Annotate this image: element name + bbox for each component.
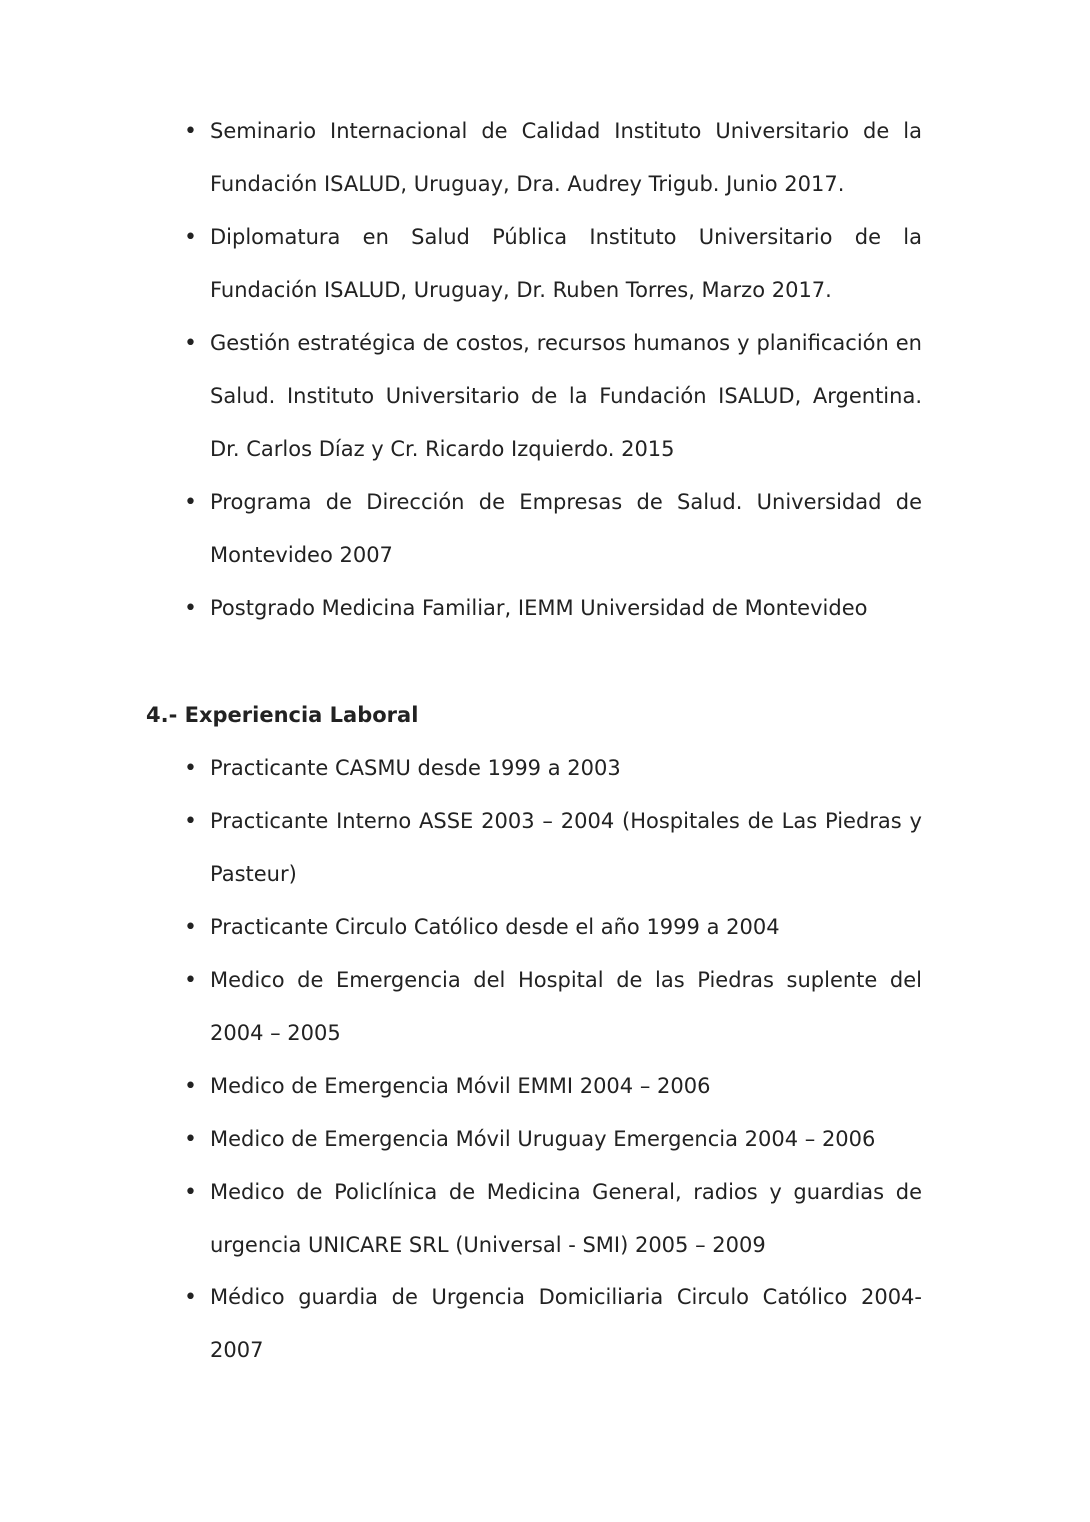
list-item <box>186 1271 922 1377</box>
bullet-icon: • <box>184 968 197 993</box>
list-item <box>186 1113 922 1166</box>
list-item <box>186 211 922 317</box>
list-item <box>186 317 922 476</box>
list-item-text: Medico de Emergencia Móvil Uruguay Emergencia 2004 – 2006 <box>210 1127 876 1151</box>
bullet-icon: • <box>184 1180 197 1205</box>
list-item <box>186 1060 922 1113</box>
list-item-text: Medico de Policlínica de Medicina General, radios y guardias de urgencia UNICARE SRL (Universal - SMI) 2005 – 2009 <box>210 1180 922 1257</box>
list-item <box>186 476 922 582</box>
bullet-icon: • <box>184 1074 197 1099</box>
list-item <box>186 901 922 954</box>
list-item-text: Programa de Dirección de Empresas de Salud. Universidad de Montevideo 2007 <box>210 490 922 567</box>
list-item-text: Practicante CASMU desde 1999 a 2003 <box>210 756 621 780</box>
list-item-text: Medico de Emergencia Móvil EMMI 2004 – 2006 <box>210 1074 711 1098</box>
bullet-icon: • <box>184 809 197 834</box>
bullet-icon: • <box>184 915 197 940</box>
list-item-text: Practicante Circulo Católico desde el año 1999 a 2004 <box>210 915 780 939</box>
list-item <box>186 105 922 211</box>
list-item <box>186 1166 922 1272</box>
list-item-text: Gestión estratégica de costos, recursos humanos y planificación en Salud. Instituto Universitario de la Fundación ISALUD, Argentina. Dr. Carlos Díaz y Cr. Ricardo Izquierdo. 2015 <box>210 331 922 461</box>
list-item-text: Practicante Interno ASSE 2003 – 2004 (Hospitales de Las Piedras y Pasteur) <box>210 809 922 886</box>
list-item-text: Postgrado Medicina Familiar, IEMM Universidad de Montevideo <box>210 596 868 620</box>
list-item-text: Diplomatura en Salud Pública Instituto Universitario de la Fundación ISALUD, Uruguay, Dr. Ruben Torres, Marzo 2017. <box>210 225 922 302</box>
list-item <box>186 742 922 795</box>
bullet-icon: • <box>184 1127 197 1152</box>
bullet-icon: • <box>184 331 197 356</box>
list-item <box>186 582 922 635</box>
bullet-icon: • <box>184 119 197 144</box>
list-item-text: Médico guardia de Urgencia Domiciliaria Circulo Católico 2004-2007 <box>210 1285 922 1362</box>
bullet-icon: • <box>184 756 197 781</box>
list-item <box>186 954 922 1060</box>
list-item-text: Seminario Internacional de Calidad Instituto Universitario de la Fundación ISALUD, Uruguay, Dra. Audrey Trigub. Junio 2017. <box>210 119 922 196</box>
bullet-icon: • <box>184 225 197 250</box>
list-item-text: Medico de Emergencia del Hospital de las Piedras suplente del 2004 – 2005 <box>210 968 922 1045</box>
bullet-icon: • <box>184 1285 197 1310</box>
bullet-icon: • <box>184 596 197 621</box>
section-heading: 4.- Experiencia Laboral <box>146 703 419 727</box>
bullet-icon: • <box>184 490 197 515</box>
list-item <box>186 795 922 901</box>
